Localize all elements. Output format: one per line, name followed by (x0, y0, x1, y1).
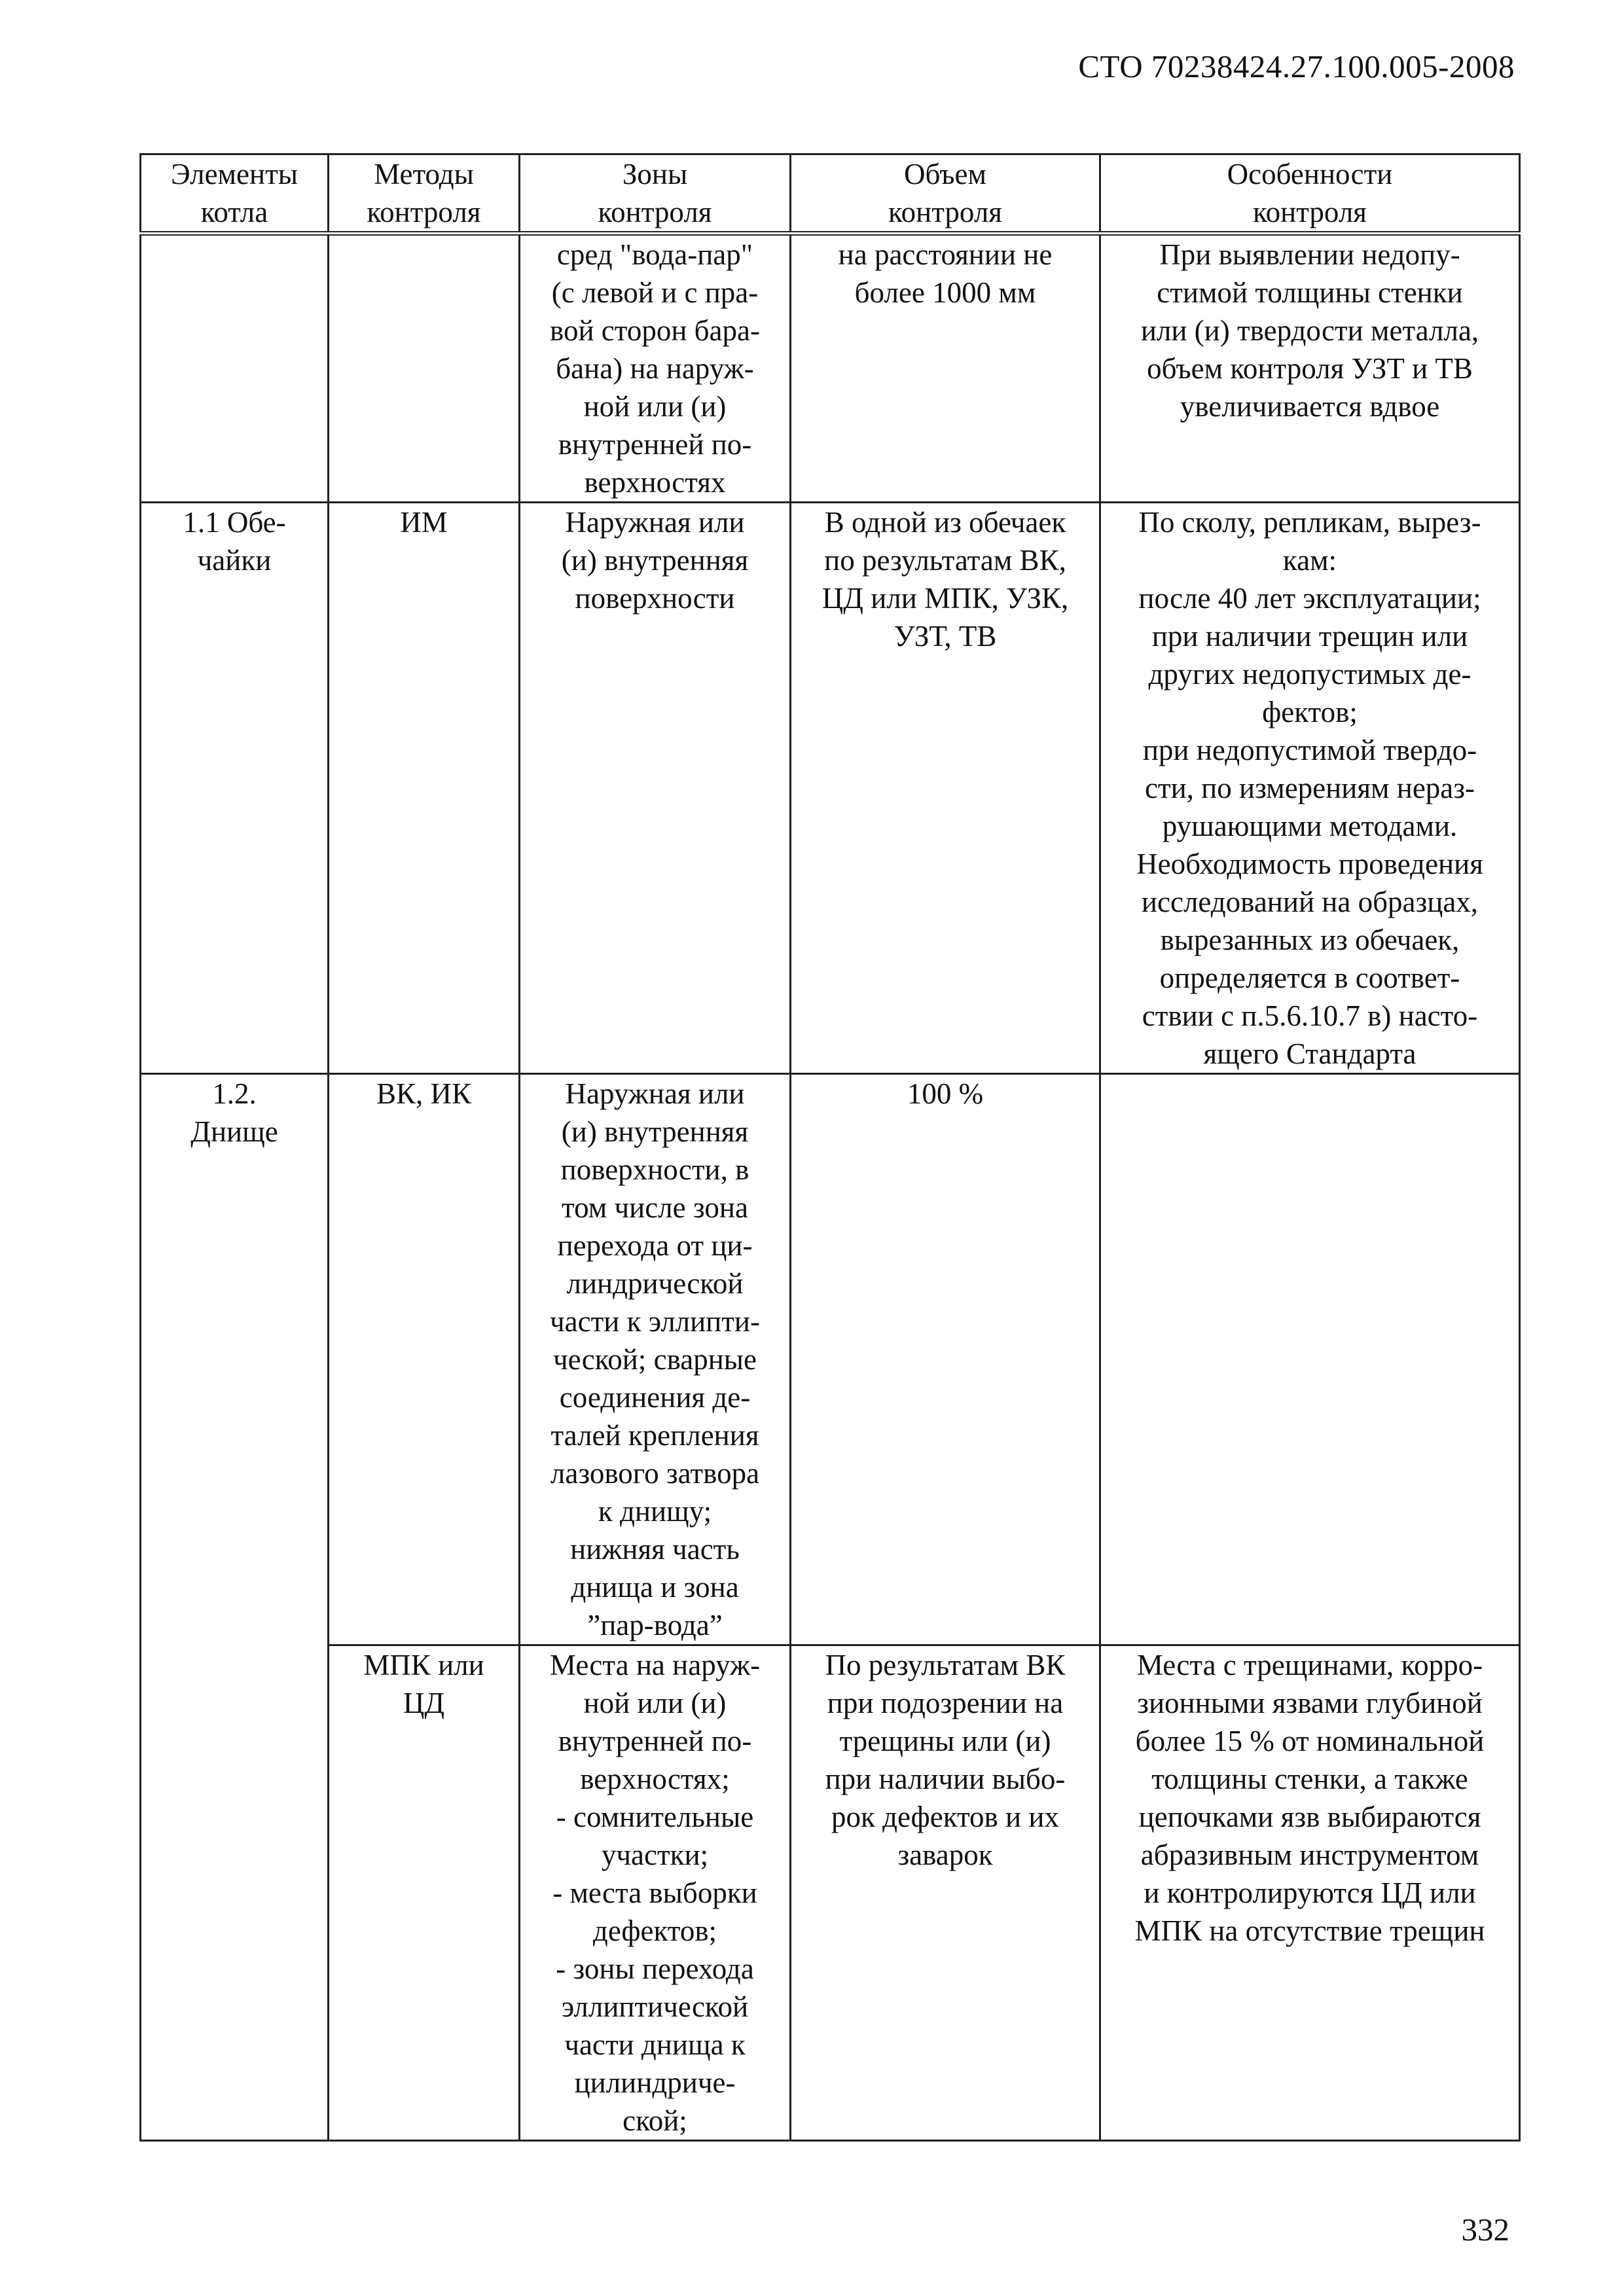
table-row (141, 1645, 1520, 2141)
header-elements: Элементы котла (141, 154, 329, 234)
cell-method: МПК или ЦД (329, 1645, 520, 2141)
cell-features (1100, 1074, 1520, 1645)
header-features: Особенности контроля (1100, 154, 1520, 234)
cell-element (141, 234, 329, 503)
cell-features: При выявлении недопу- стимой толщины стенки или (и) твердости металла, объем контроля УЗТ и ТВ увеличивается вдвое (1100, 234, 1520, 503)
cell-features: Места с трещинами, корро- зионными язвами глубиной более 15 % от номинальной толщины стенки, а также цепочками язв выбираются абразивным инструментом и контролируются ЦД или МПК на отсутствие трещин (1100, 1645, 1520, 2141)
cell-features: По сколу, репликам, вырез- кам: после 40 лет эксплуатации; при наличии трещин или других недопустимых де- фектов; при недопустимой твердо- сти, по измерениям нераз- рушающими методами. Необходимость проведения исследований на образцах, вырезанных из обечаек, определяется в соответ- ствии с п.5.6.10.7 в) насто- ящего Стандарта (1100, 503, 1520, 1074)
header-volume: Объем контроля (791, 154, 1100, 234)
cell-volume: на расстоянии не более 1000 мм (791, 234, 1100, 503)
table-row (141, 503, 1520, 1074)
cell-volume: 100 % (791, 1074, 1100, 1645)
cell-volume: В одной из обечаек по результатам ВК, ЦД или МПК, УЗК, УЗТ, ТВ (791, 503, 1100, 1074)
cell-zone: Наружная или (и) внутренняя поверхности, в том числе зона перехода от ци- линдрической части к эллипти- ческой; сварные соединения де- талей крепления лазового затвора к днищу; нижняя часть днища и зона ”пар-вода” (520, 1074, 791, 1645)
cell-zone: сред "вода-пар" (с левой и с пра- вой сторон бара- бана) на наруж- ной или (и) внутренней по- верхностях (520, 234, 791, 503)
cell-element: 1.2. Днище (141, 1074, 329, 2141)
table-row (141, 1074, 1520, 1645)
cell-zone: Наружная или (и) внутренняя поверхности (520, 503, 791, 1074)
cell-element: 1.1 Обе- чайки (141, 503, 329, 1074)
table-row (141, 234, 1520, 503)
header-zones: Зоны контроля (520, 154, 791, 234)
document-code: СТО 70238424.27.100.005-2008 (1078, 48, 1515, 84)
page-number: 332 (1461, 2212, 1509, 2248)
cell-zone: Места на наруж- ной или (и) внутренней по- верхностях; - сомнительные участки; - места выборки дефектов; - зоны перехода эллиптической части днища к цилиндриче- ской; (520, 1645, 791, 2141)
control-table (139, 153, 1521, 2142)
header-methods: Методы контроля (329, 154, 520, 234)
table-header-row (141, 154, 1520, 234)
cell-method (329, 234, 520, 503)
cell-method: ВК, ИК (329, 1074, 520, 1645)
cell-volume: По результатам ВК при подозрении на трещины или (и) при наличии выбо- рок дефектов и их заварок (791, 1645, 1100, 2141)
cell-method: ИМ (329, 503, 520, 1074)
